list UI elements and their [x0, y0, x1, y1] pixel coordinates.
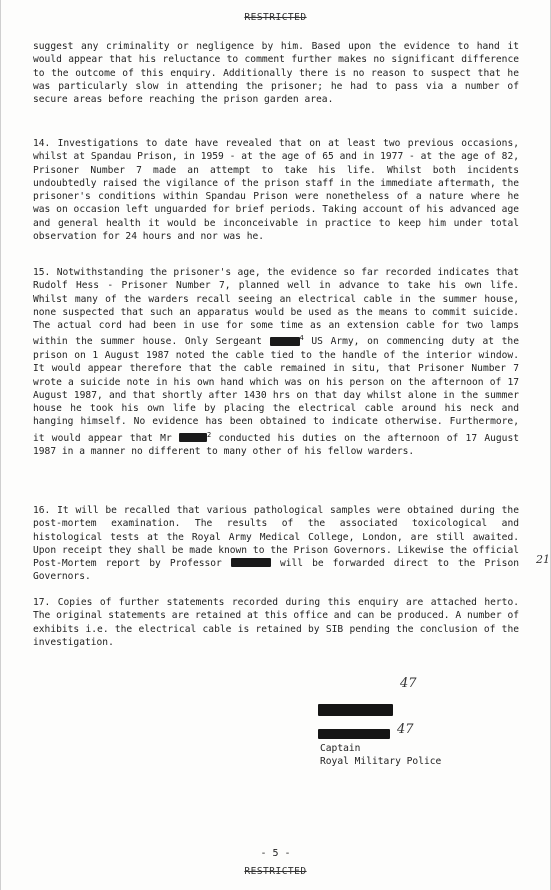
footer-classification-marking: RESTRICTED — [244, 866, 307, 877]
paragraph-15-part-a: 15. Notwithstanding the prisoner's age, the evidence so far recorded indicates that Rudolf Hess - Prisoner Number 7, planned well in advance to take his own life. Whilst many of the warders recall seeing an electrical cable in the summer house, none suspected that such an apparatus would be used as the means to commit suicide. The actual cord had been in use for some time as an extension cable for two lamps within the summer house. Only Sergeant — [33, 267, 519, 348]
paragraph-13-continued: suggest any criminality or negligence by him. Based upon the evidence to hand it would appear that his reluctance to comment further makes no significant difference to the outcome of this enquiry. Additionally there is no reason to suspect that he was particularly slow in attending the prisoner; he had to pass via a number of secure areas before reaching the prison garden area. — [33, 41, 519, 106]
redacted-name-bar — [318, 729, 390, 739]
paragraph-17: 17. Copies of further statements recorded during this enquiry are attached herto. The original statements are retained at this office and can be produced. A number of exhibits i.e. the electrical cable is retained by SIB pending the conclusion of the investigation. — [33, 597, 519, 648]
page-left-edge — [0, 0, 1, 890]
header-classification-marking: RESTRICTED — [244, 12, 307, 23]
page-number: - 5 - — [260, 848, 291, 859]
redaction-bar — [179, 433, 207, 442]
paragraph-16-part-a: 16. It will be recalled that various pathological samples were obtained during the post-mortem examination. The results of the associated toxicological and histological tests at the Royal Army Medical College, London, are still awaited. Upon receipt they shall be made known to the Prison Governors. Likewise the official Post-Mortem report by Professor — [33, 505, 519, 570]
handwritten-margin-note: 21 — [536, 553, 550, 566]
signatory-rank: Captain — [320, 743, 361, 754]
signatory-unit: Royal Military Police — [320, 756, 442, 767]
paragraph-15-part-b: US Army, on commencing duty at the prison on 1 August 1987 noted the cable tied to the handle of the interior window. It would appear therefore that the cable remained in situ, that Prisoner Number 7 wrote a suicide note in his own hand which was on his person on the afternoon of 17 August 1987, and that shortly after 1430 hrs on that day whilst alone in the summer house he took his own life by placing the electrical cable around his neck and hanging himself. No evidence has been obtained to indicate otherwise. Furthermore, it would appear that Mr — [33, 336, 519, 444]
paragraph-15 — [33, 266, 519, 459]
handwritten-note-47-bottom: 47 — [397, 722, 414, 737]
redacted-signature-bar — [318, 704, 393, 716]
paragraph-15-part-c: conducted his duties on the afternoon of 17 August 1987 in a manner no different to many other of his fellow warders. — [33, 432, 519, 458]
paragraph-16 — [33, 504, 519, 584]
paragraph-14: 14. Investigations to date have revealed that on at least two previous occasions, whilst at Spandau Prison, in 1959 - at the age of 65 and in 1977 - at the age of 82, Prisoner Number 7 made an attempt to take his life. Whilst both incidents undoubtedly raised the vigilance of the prison staff in the immediate aftermath, the prisoner's conditions within Spandau Prison were nonetheless of a nature where he was on occasion left unguarded for brief periods. Taking account of his advanced age and general health it would be inconceivable in practice to keep him under total observation for 24 hours and nor was he. — [33, 138, 519, 243]
annotation-superscript: 2 — [206, 430, 212, 439]
paragraph-16-part-b: will be forwarded direct to the Prison Governors. — [33, 558, 519, 583]
redaction-bar — [270, 337, 300, 346]
annotation-superscript: 4 — [299, 334, 304, 343]
redaction-bar — [231, 558, 271, 567]
handwritten-note-47-top: 47 — [400, 676, 417, 691]
